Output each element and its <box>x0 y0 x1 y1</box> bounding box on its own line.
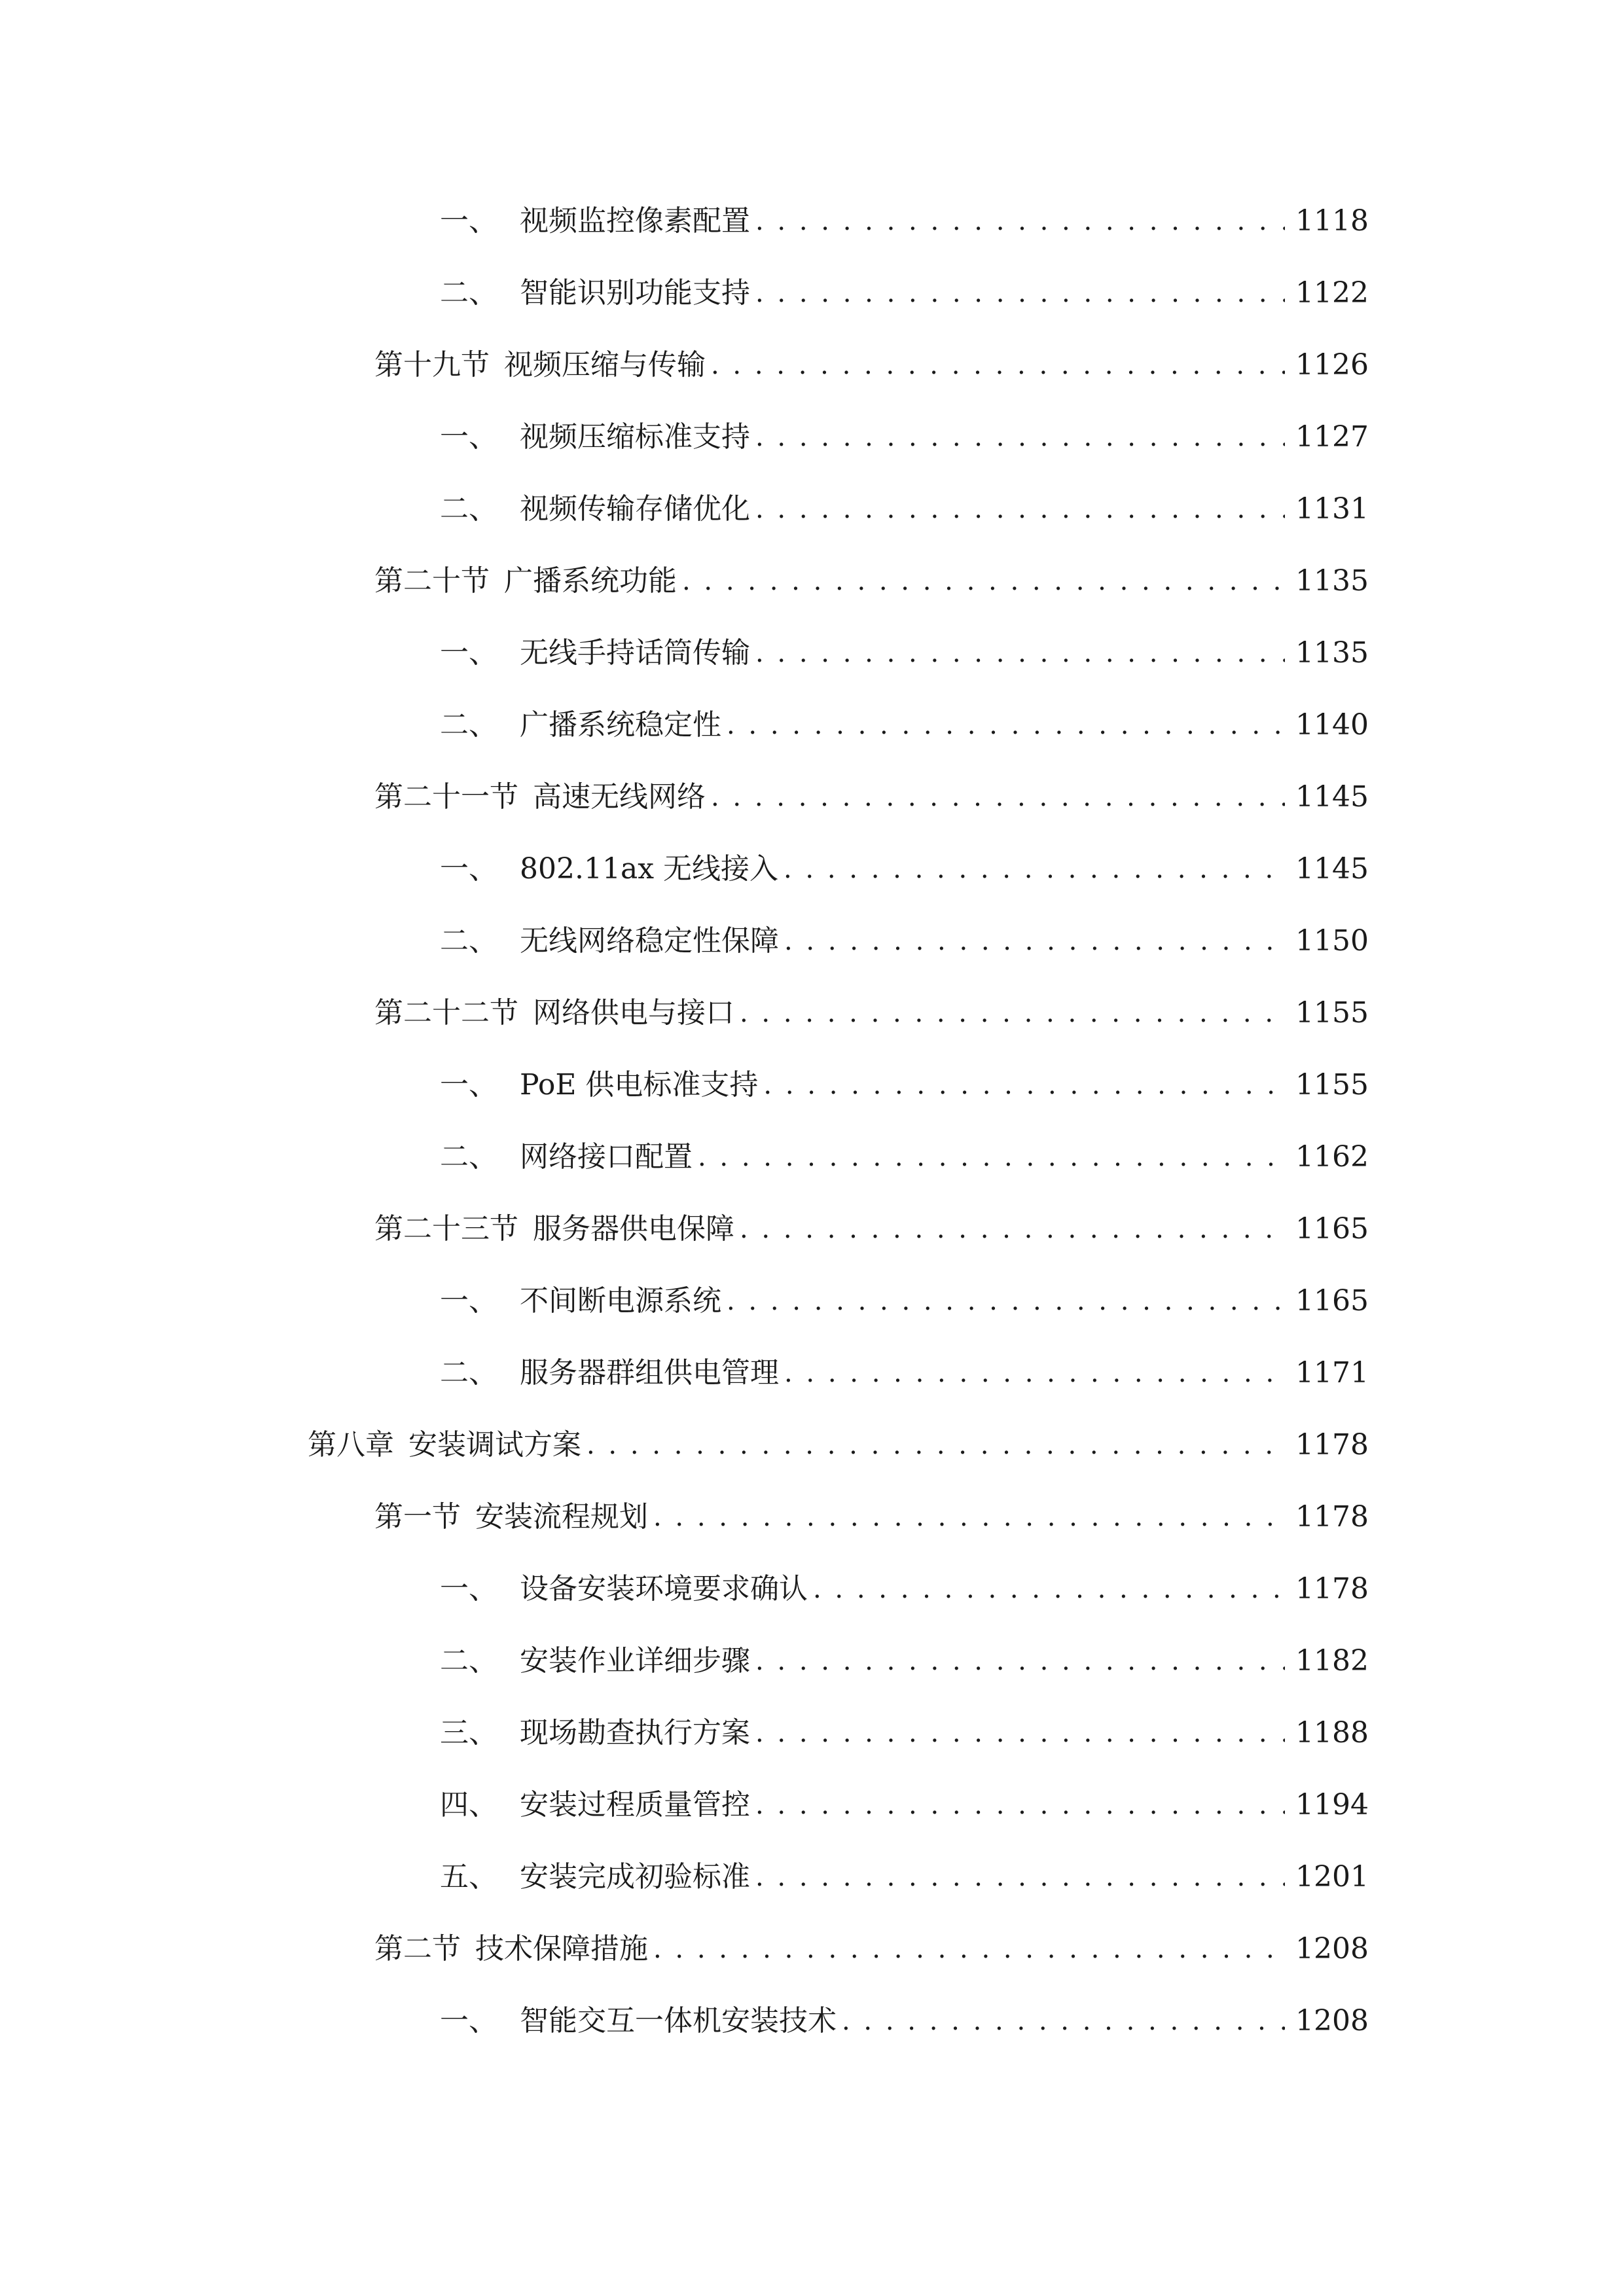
toc-dot-leader <box>755 490 1285 529</box>
toc-entry[interactable] <box>440 482 1369 529</box>
toc-entry-number: 五、 <box>440 1860 497 1893</box>
toc-entry-number: 一、 <box>440 1572 497 1605</box>
toc-dot-leader <box>653 1498 1285 1537</box>
toc-dot-leader <box>813 1570 1285 1609</box>
toc-entry[interactable] <box>440 1562 1369 1609</box>
toc-dot-leader <box>586 1426 1285 1465</box>
toc-entry-number: 第二十节 <box>374 564 490 598</box>
toc-entry-number: 一、 <box>440 1068 497 1102</box>
toc-entry-number: 一、 <box>440 1284 497 1318</box>
toc-page-number: 1126 <box>1295 348 1369 382</box>
toc-dot-leader <box>727 706 1285 745</box>
toc-entry[interactable] <box>440 1634 1369 1681</box>
toc-entry-number: 一、 <box>440 852 497 886</box>
toc-entry[interactable] <box>440 1850 1369 1897</box>
toc-entry[interactable] <box>440 1706 1369 1753</box>
toc-entry-title: 安装作业详细步骤 <box>520 1644 750 1677</box>
toc-page-number: 1140 <box>1295 708 1369 742</box>
toc-entry[interactable] <box>440 194 1369 241</box>
toc-page-number: 1127 <box>1295 420 1369 454</box>
toc-entry[interactable] <box>374 338 1369 385</box>
toc-page-number: 1208 <box>1295 1932 1369 1965</box>
toc-page-number: 1165 <box>1295 1212 1369 1246</box>
toc-entry-number: 第十九节 <box>374 348 490 382</box>
toc-entry-title: 广播系统稳定性 <box>520 708 721 742</box>
toc-page-number: 1208 <box>1295 2004 1369 2037</box>
toc-page-number: 1135 <box>1295 564 1369 598</box>
toc-entry-number: 第二十三节 <box>374 1212 518 1246</box>
toc-entry[interactable] <box>440 626 1369 673</box>
toc-dot-leader <box>784 1354 1285 1393</box>
toc-entry-title: PoE 供电标准支持 <box>520 1068 759 1102</box>
toc-entry[interactable] <box>440 1058 1369 1105</box>
toc-entry-title: 高速无线网络 <box>533 780 706 814</box>
toc-dot-leader <box>755 202 1285 241</box>
toc-entry[interactable] <box>440 1778 1369 1825</box>
toc-entry[interactable] <box>374 1202 1369 1249</box>
toc-entry-number: 第二节 <box>374 1932 461 1965</box>
toc-dot-leader <box>740 1210 1285 1249</box>
toc-entry[interactable] <box>440 410 1369 457</box>
toc-entry-title: 无线手持话筒传输 <box>520 636 750 670</box>
toc-entry-number: 二、 <box>440 1644 497 1677</box>
toc-page-number: 1155 <box>1295 996 1369 1030</box>
toc-entry-title: 设备安装环境要求确认 <box>520 1572 808 1605</box>
toc-entry-title: 不间断电源系统 <box>520 1284 721 1318</box>
toc-entry-number: 一、 <box>440 636 497 670</box>
toc-entry-number: 一、 <box>440 204 497 238</box>
toc-dot-leader <box>755 1641 1285 1681</box>
toc-entry-title: 无线网络稳定性保障 <box>520 924 779 958</box>
toc-dot-leader <box>653 1929 1285 1969</box>
toc-entry-number: 三、 <box>440 1716 497 1749</box>
toc-page-number: 1178 <box>1295 1500 1369 1534</box>
toc-entry-number: 第二十二节 <box>374 996 518 1030</box>
toc-entry-number: 二、 <box>440 924 497 958</box>
toc-entry-number: 二、 <box>440 708 497 742</box>
toc-page-number: 1188 <box>1295 1716 1369 1749</box>
toc-entry[interactable] <box>440 698 1369 745</box>
toc-entry-number: 一、 <box>440 420 497 454</box>
toc-entry-title: 802.11ax 无线接入 <box>520 852 778 886</box>
toc-entry[interactable] <box>440 1130 1369 1177</box>
toc-entry-title: 服务器群组供电管理 <box>520 1356 779 1390</box>
toc-entry-number: 第二十一节 <box>374 780 518 814</box>
toc-page-number: 1150 <box>1295 924 1369 958</box>
toc-entry-number: 一、 <box>440 2004 497 2037</box>
toc-entry-title: 服务器供电保障 <box>533 1212 734 1246</box>
toc-dot-leader <box>784 922 1285 961</box>
toc-page-number: 1194 <box>1295 1788 1369 1821</box>
toc-entry-title: 技术保障措施 <box>475 1932 648 1965</box>
toc-entry[interactable] <box>308 1418 1369 1465</box>
toc-entry-number: 第一节 <box>374 1500 461 1534</box>
toc-entry[interactable] <box>374 1490 1369 1537</box>
toc-entry-number: 第八章 <box>308 1428 394 1462</box>
toc-page-number: 1162 <box>1295 1140 1369 1174</box>
toc-dot-leader <box>755 1857 1285 1897</box>
toc-entry-number: 四、 <box>440 1788 497 1821</box>
toc-page-number: 1182 <box>1295 1644 1369 1677</box>
toc-entry-title: 安装流程规划 <box>475 1500 648 1534</box>
toc-dot-leader <box>755 418 1285 457</box>
toc-dot-leader <box>755 1785 1285 1825</box>
toc-entry-title: 智能识别功能支持 <box>520 276 750 310</box>
toc-page-number: 1145 <box>1295 852 1369 886</box>
toc-dot-leader <box>755 634 1285 673</box>
toc-entry[interactable] <box>440 266 1369 313</box>
toc-entry[interactable] <box>374 554 1369 601</box>
toc-entry[interactable] <box>374 986 1369 1033</box>
toc-page-number: 1122 <box>1295 276 1369 310</box>
toc-entry-title: 网络供电与接口 <box>533 996 734 1030</box>
toc-dot-leader <box>755 1713 1285 1753</box>
toc-dot-leader <box>740 994 1285 1033</box>
toc-entry-number: 二、 <box>440 276 497 310</box>
toc-dot-leader <box>711 346 1285 385</box>
toc-entry-title: 视频压缩与传输 <box>504 348 706 382</box>
toc-entry[interactable] <box>440 1994 1369 2041</box>
toc-dot-leader <box>784 850 1285 889</box>
toc-entry-title: 广播系统功能 <box>504 564 677 598</box>
toc-entry-title: 视频压缩标准支持 <box>520 420 750 454</box>
toc-entry-number: 二、 <box>440 1356 497 1390</box>
toc-entry-title: 现场勘查执行方案 <box>520 1716 750 1749</box>
toc-dot-leader <box>682 562 1285 601</box>
toc-entry-number: 二、 <box>440 492 497 526</box>
toc-page-number: 1131 <box>1295 492 1369 526</box>
toc-dot-leader <box>842 2001 1285 2041</box>
toc-page-number: 1118 <box>1295 204 1369 238</box>
toc-page-number: 1171 <box>1295 1356 1369 1390</box>
toc-entry[interactable] <box>440 914 1369 961</box>
toc-entry-title: 安装完成初验标准 <box>520 1860 750 1893</box>
toc-page-number: 1178 <box>1295 1572 1369 1605</box>
toc-entry-title: 视频监控像素配置 <box>520 204 750 238</box>
toc-dot-leader <box>727 1282 1285 1321</box>
toc-entry[interactable] <box>440 842 1369 889</box>
toc-entry[interactable] <box>374 1922 1369 1969</box>
toc-entry-title: 视频传输存储优化 <box>520 492 750 526</box>
toc-dot-leader <box>763 1066 1285 1105</box>
toc-dot-leader <box>698 1138 1285 1177</box>
toc-page-number: 1178 <box>1295 1428 1369 1462</box>
toc-entry-title: 网络接口配置 <box>520 1140 693 1174</box>
toc-page-number: 1165 <box>1295 1284 1369 1318</box>
toc-entry[interactable] <box>440 1346 1369 1393</box>
toc-entry-title: 安装调试方案 <box>408 1428 581 1462</box>
toc-entry[interactable] <box>374 770 1369 817</box>
toc-page-number: 1135 <box>1295 636 1369 670</box>
toc-page-number: 1145 <box>1295 780 1369 814</box>
toc-entry-title: 智能交互一体机安装技术 <box>520 2004 837 2037</box>
toc-page-number: 1201 <box>1295 1860 1369 1893</box>
toc-entry-number: 二、 <box>440 1140 497 1174</box>
toc-entry-title: 安装过程质量管控 <box>520 1788 750 1821</box>
toc-page-number: 1155 <box>1295 1068 1369 1102</box>
toc-dot-leader <box>711 778 1285 817</box>
toc-entry[interactable] <box>440 1274 1369 1321</box>
toc-dot-leader <box>755 274 1285 313</box>
